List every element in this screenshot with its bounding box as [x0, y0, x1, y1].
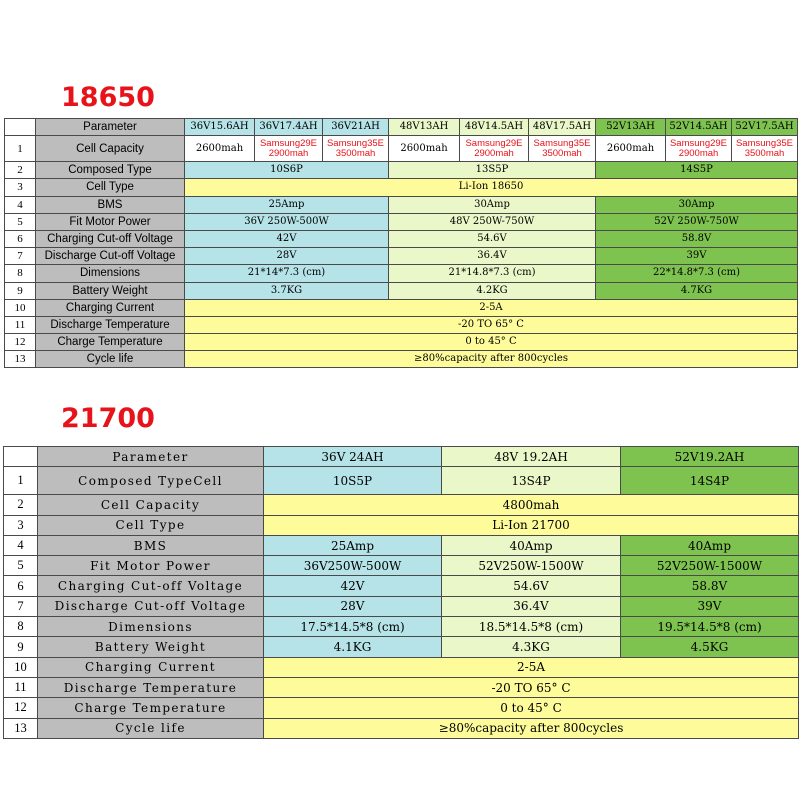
param-label: Cell Type [38, 515, 264, 535]
cell-brand: Samsung35E [735, 137, 794, 149]
cell-brand: Samsung35E [533, 137, 591, 149]
value-cell: 4.2KG [389, 282, 596, 299]
value-cell: -20 TO 65° C [264, 677, 799, 697]
value-cell: -20 TO 65° C [185, 316, 798, 333]
value-cell: 39V [621, 596, 799, 616]
row-number: 6 [5, 230, 36, 247]
param-label: Charging Cut-off Voltage [36, 230, 185, 247]
cell-brand: Samsung35E [326, 137, 385, 149]
param-label: Cycle life [38, 718, 264, 738]
param-header: Parameter [38, 447, 264, 467]
value-cell: 0 to 45° C [185, 334, 798, 351]
value-cell: 21*14*7.3 (cm) [185, 265, 389, 282]
row-number: 2 [4, 495, 38, 515]
cell-capacity: 3500mah [744, 147, 785, 159]
value-cell: 54.6V [442, 576, 621, 596]
param-label: Cell Capacity [36, 136, 185, 162]
cell-capacity: 2900mah [678, 147, 719, 159]
value-cell: 25Amp [264, 535, 442, 555]
table-21700-title: 21700 [61, 403, 155, 434]
value-cell: Li-Ion 21700 [264, 515, 799, 535]
row-number: 3 [5, 179, 36, 196]
row-number: 8 [5, 265, 36, 282]
row-number: 11 [5, 316, 36, 333]
model-header: 36V15.6AH [185, 119, 255, 136]
row-number: 4 [5, 196, 36, 213]
row-number-header [4, 447, 38, 467]
row-number: 11 [4, 677, 38, 697]
model-header: 48V 19.2AH [442, 447, 621, 467]
cell-capacity: 2900mah [268, 147, 309, 159]
param-label: Discharge Temperature [38, 677, 264, 697]
value-cell: 2-5A [264, 657, 799, 677]
value-cell: 42V [185, 230, 389, 247]
value-cell: 40Amp [442, 535, 621, 555]
value-cell: 52V250W-1500W [442, 556, 621, 576]
param-label: Discharge Cut-off Voltage [38, 596, 264, 616]
capacity-cell: 2600mah [185, 136, 255, 162]
row-number: 7 [5, 248, 36, 265]
value-cell: 36V 250W-500W [185, 213, 389, 230]
param-label: Discharge Temperature [36, 316, 185, 333]
value-cell: 4.7KG [596, 282, 798, 299]
capacity-cell [323, 136, 389, 162]
value-cell: 10S5P [264, 467, 442, 495]
cell-capacity: 3500mah [542, 147, 582, 159]
model-header: 52V14.5AH [666, 119, 732, 136]
value-cell: 14S5P [596, 162, 798, 179]
value-cell: Li-Ion 18650 [185, 179, 798, 196]
value-cell: 36.4V [442, 596, 621, 616]
spec-table-21700 [3, 446, 799, 739]
value-cell: 25Amp [185, 196, 389, 213]
value-cell: 14S4P [621, 467, 799, 495]
value-cell: 22*14.8*7.3 (cm) [596, 265, 798, 282]
param-label: Charging Cut-off Voltage [38, 576, 264, 596]
capacity-cell: 2600mah [596, 136, 666, 162]
param-label: Discharge Cut-off Voltage [36, 248, 185, 265]
row-number: 13 [4, 718, 38, 738]
value-cell: 40Amp [621, 535, 799, 555]
row-number: 9 [5, 282, 36, 299]
value-cell: 18.5*14.5*8 (cm) [442, 617, 621, 637]
row-number: 1 [5, 136, 36, 162]
value-cell: ≥80%capacity after 800cycles [264, 718, 799, 738]
param-label: Battery Weight [36, 282, 185, 299]
value-cell: 54.6V [389, 230, 596, 247]
param-label: Charge Temperature [38, 698, 264, 718]
model-header: 36V 24AH [264, 447, 442, 467]
param-label: Cycle life [36, 351, 185, 368]
param-label: Battery Weight [38, 637, 264, 657]
value-cell: 0 to 45° C [264, 698, 799, 718]
value-cell: 4800mah [264, 495, 799, 515]
value-cell: 36V250W-500W [264, 556, 442, 576]
table-18650-title: 18650 [61, 82, 155, 113]
model-header: 52V13AH [596, 119, 666, 136]
model-header: 36V17.4AH [255, 119, 323, 136]
value-cell: 42V [264, 576, 442, 596]
row-number: 6 [4, 576, 38, 596]
value-cell: 36.4V [389, 248, 596, 265]
param-label: Fit Motor Power [36, 213, 185, 230]
value-cell: 19.5*14.5*8 (cm) [621, 617, 799, 637]
row-number: 2 [5, 162, 36, 179]
model-header: 36V21AH [323, 119, 389, 136]
row-number: 9 [4, 637, 38, 657]
model-header: 48V17.5AH [529, 119, 596, 136]
value-cell: 58.8V [621, 576, 799, 596]
row-number: 1 [4, 467, 38, 495]
param-label: Cell Capacity [38, 495, 264, 515]
cell-brand: Samsung29E [465, 137, 523, 149]
value-cell: 4.1KG [264, 637, 442, 657]
model-header: 48V14.5AH [460, 119, 529, 136]
value-cell: 28V [264, 596, 442, 616]
row-number: 3 [4, 515, 38, 535]
row-number: 8 [4, 617, 38, 637]
capacity-cell [460, 136, 529, 162]
value-cell: 30Amp [389, 196, 596, 213]
param-label: Charging Current [36, 299, 185, 316]
param-label: Cell Type [36, 179, 185, 196]
row-number: 10 [4, 657, 38, 677]
value-cell: 3.7KG [185, 282, 389, 299]
row-number: 5 [4, 556, 38, 576]
row-number: 12 [4, 698, 38, 718]
value-cell: 58.8V [596, 230, 798, 247]
value-cell: 39V [596, 248, 798, 265]
value-cell: 10S6P [185, 162, 389, 179]
capacity-cell: 2600mah [389, 136, 460, 162]
value-cell: 21*14.8*7.3 (cm) [389, 265, 596, 282]
row-number: 4 [4, 535, 38, 555]
capacity-cell [732, 136, 798, 162]
row-number: 5 [5, 213, 36, 230]
param-label: Composed TypeCell [38, 467, 264, 495]
cell-brand: Samsung29E [669, 137, 728, 149]
value-cell: 4.3KG [442, 637, 621, 657]
capacity-cell [666, 136, 732, 162]
value-cell: 4.5KG [621, 637, 799, 657]
param-label: Composed Type [36, 162, 185, 179]
value-cell: 30Amp [596, 196, 798, 213]
value-cell: 28V [185, 248, 389, 265]
spec-table-18650 [4, 118, 798, 368]
param-label: Dimensions [36, 265, 185, 282]
capacity-cell [529, 136, 596, 162]
row-number: 10 [5, 299, 36, 316]
row-number: 12 [5, 334, 36, 351]
cell-brand: Samsung29E [259, 137, 318, 149]
value-cell: 17.5*14.5*8 (cm) [264, 617, 442, 637]
param-label: Dimensions [38, 617, 264, 637]
param-label: BMS [38, 535, 264, 555]
row-number: 13 [5, 351, 36, 368]
param-label: Charge Temperature [36, 334, 185, 351]
model-header: 48V13AH [389, 119, 460, 136]
value-cell: 52V250W-1500W [621, 556, 799, 576]
cell-capacity: 3500mah [335, 147, 376, 159]
model-header: 52V17.5AH [732, 119, 798, 136]
value-cell: 48V 250W-750W [389, 213, 596, 230]
value-cell: 2-5A [185, 299, 798, 316]
value-cell: ≥80%capacity after 800cycles [185, 351, 798, 368]
cell-capacity: 2900mah [474, 147, 514, 159]
row-number-header [5, 119, 36, 136]
param-label: BMS [36, 196, 185, 213]
model-header: 52V19.2AH [621, 447, 799, 467]
param-label: Charging Current [38, 657, 264, 677]
value-cell: 52V 250W-750W [596, 213, 798, 230]
value-cell: 13S5P [389, 162, 596, 179]
value-cell: 13S4P [442, 467, 621, 495]
row-number: 7 [4, 596, 38, 616]
capacity-cell [255, 136, 323, 162]
param-header: Parameter [36, 119, 185, 136]
param-label: Fit Motor Power [38, 556, 264, 576]
